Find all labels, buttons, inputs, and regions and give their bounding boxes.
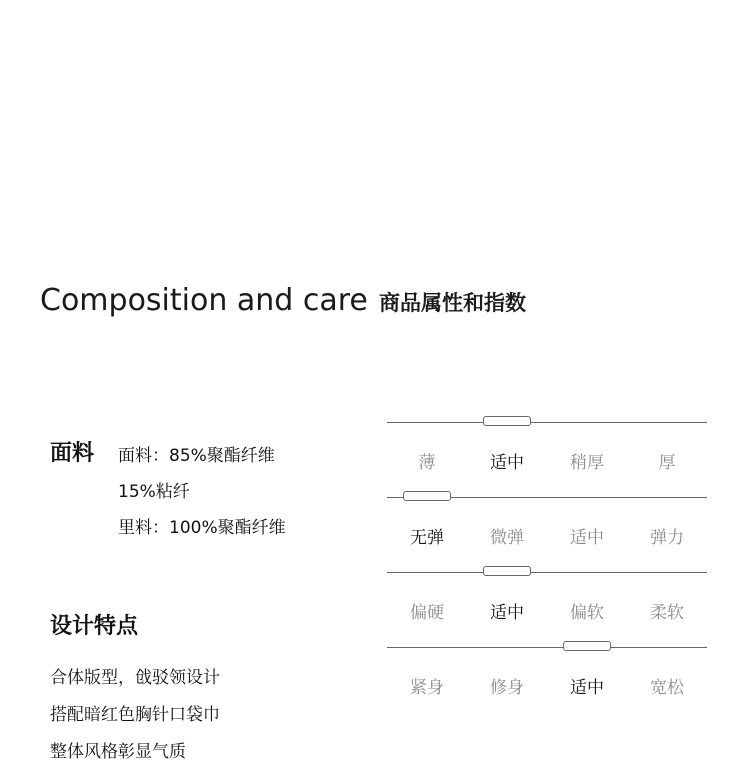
scale-option-slightly-thick: 稍厚 bbox=[570, 453, 604, 473]
page-title-chinese: 商品属性和指数 bbox=[378, 291, 526, 315]
scale-track bbox=[387, 422, 707, 423]
scale-indicator bbox=[483, 566, 531, 576]
scale-indicator bbox=[563, 641, 611, 651]
attribute-scales bbox=[387, 422, 707, 722]
page-title-english: Composition and care bbox=[40, 283, 368, 318]
scale-option-medium: 适中 bbox=[570, 528, 604, 548]
scale-option-loose: 宽松 bbox=[650, 678, 684, 698]
scale-option-thick: 厚 bbox=[658, 453, 676, 473]
scale-option-soft: 柔软 bbox=[650, 603, 684, 623]
scale-option-stretchy: 弹力 bbox=[650, 528, 684, 548]
design-feature-item: 搭配暗红色胸针口袋巾 bbox=[50, 705, 220, 725]
fit-scale bbox=[387, 647, 707, 722]
thickness-scale bbox=[387, 422, 707, 497]
scale-indicator bbox=[403, 491, 451, 501]
design-feature-item: 整体风格彰显气质 bbox=[50, 742, 186, 762]
scale-option-medium: 适中 bbox=[490, 603, 524, 623]
scale-option-slight-stretch: 微弹 bbox=[490, 528, 524, 548]
fabric-line-lining: 里料：100%聚酯纤维 bbox=[118, 518, 286, 538]
scale-labels bbox=[387, 673, 707, 698]
scale-option-regular: 适中 bbox=[570, 678, 604, 698]
scale-option-slim: 修身 bbox=[490, 678, 524, 698]
scale-option-no-stretch: 无弹 bbox=[410, 528, 444, 548]
scale-track bbox=[387, 647, 707, 648]
design-features-heading: 设计特点 bbox=[50, 614, 139, 639]
scale-option-tight: 紧身 bbox=[410, 678, 444, 698]
design-features-list bbox=[50, 660, 220, 771]
scale-indicator bbox=[483, 416, 531, 426]
design-feature-item: 合体版型，戗驳领设计 bbox=[50, 668, 220, 688]
fabric-line-viscose: 15%粘纤 bbox=[118, 482, 190, 502]
fabric-label: 面料 bbox=[50, 441, 95, 466]
page-title bbox=[40, 283, 526, 318]
scale-option-thin: 薄 bbox=[418, 453, 436, 473]
elasticity-scale bbox=[387, 497, 707, 572]
scale-labels bbox=[387, 448, 707, 473]
scale-option-slightly-soft: 偏软 bbox=[570, 603, 604, 623]
scale-option-firm: 偏硬 bbox=[410, 603, 444, 623]
scale-labels bbox=[387, 523, 707, 548]
softness-scale bbox=[387, 572, 707, 647]
scale-option-medium: 适中 bbox=[490, 453, 524, 473]
scale-labels bbox=[387, 598, 707, 623]
fabric-line-main: 面料：85%聚酯纤维 bbox=[118, 446, 275, 466]
scale-track bbox=[387, 572, 707, 573]
fabric-composition bbox=[118, 438, 286, 546]
